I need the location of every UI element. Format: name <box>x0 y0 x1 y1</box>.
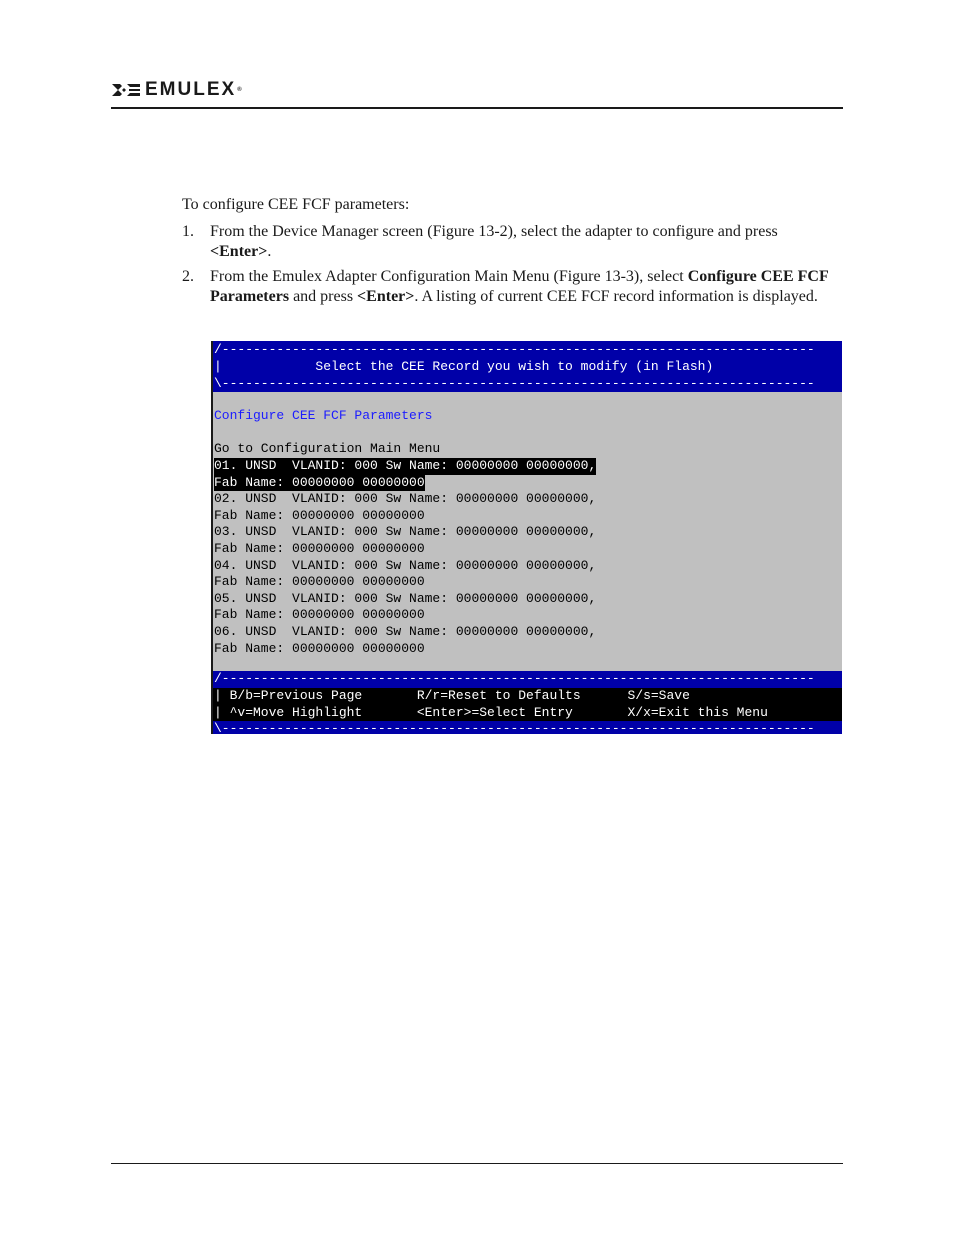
logo-wordmark: EMULEX® <box>145 79 244 100</box>
record-02-line1[interactable]: 02. UNSD VLANID: 000 Sw Name: 00000000 00000000, <box>214 491 597 507</box>
footer-border-bottom: \---------------------------------------------------------------------------- <box>214 721 815 734</box>
record-04-line2[interactable]: Fab Name: 00000000 00000000 <box>214 574 425 590</box>
header-rule <box>111 107 843 109</box>
intro-text: To configure CEE FCF parameters: <box>182 196 410 213</box>
footer-border-top: /---------------------------------------------------------------------------- <box>214 671 815 686</box>
footer-rule <box>111 1163 843 1164</box>
record-01-line1[interactable]: 01. UNSD VLANID: 000 Sw Name: 00000000 00000000, <box>214 458 597 473</box>
enter-key: <Enter> <box>210 243 268 260</box>
record-03-line2[interactable]: Fab Name: 00000000 00000000 <box>214 541 425 556</box>
record-06-line1[interactable]: 06. UNSD VLANID: 000 Sw Name: 00000000 00000000, <box>214 624 597 639</box>
menu-item-name: Configure CEE FCF Parameters <box>210 268 829 305</box>
terminal-border-mid: \---------------------------------------------------------------------------- <box>214 376 815 391</box>
record-06-line2[interactable]: Fab Name: 00000000 00000000 <box>214 640 425 656</box>
emulex-mark-icon <box>111 82 141 98</box>
record-05-line1[interactable]: 05. UNSD VLANID: 000 Sw Name: 00000000 00000000, <box>214 590 597 606</box>
step-1: 1. From the Device Manager screen (Figure 13-2), select the adapter to configure and press <Enter>. <box>182 223 778 260</box>
record-02-line2[interactable]: Fab Name: 00000000 00000000 <box>214 507 425 523</box>
record-04-line1[interactable]: 04. UNSD VLANID: 000 Sw Name: 00000000 00000000, <box>214 557 597 573</box>
section-title: Configure CEE FCF Parameters <box>214 408 433 423</box>
record-03-line1[interactable]: 03. UNSD VLANID: 000 Sw Name: 00000000 00000000, <box>214 524 597 540</box>
terminal-header <box>213 341 842 392</box>
goto-main-menu[interactable]: Go to Configuration Main Menu <box>214 441 441 456</box>
terminal-footer <box>213 671 842 734</box>
footer-help-line-1: | B/b=Previous Page R/r=Reset to Defaults S/s=Save <box>214 688 690 703</box>
emulex-logo <box>111 80 244 100</box>
terminal-title: | Select the CEE Record you wish to modify (in Flash) <box>214 359 714 374</box>
step-number: 1. <box>182 223 194 240</box>
step-number: 2. <box>182 268 194 285</box>
record-05-line2[interactable]: Fab Name: 00000000 00000000 <box>214 607 425 623</box>
steps-list <box>182 222 842 312</box>
terminal-screenshot <box>211 341 842 734</box>
record-01-line2[interactable]: Fab Name: 00000000 00000000 <box>214 474 425 490</box>
enter-key: <Enter> <box>357 288 415 305</box>
step-2: 2. From the Emulex Adapter Configuration Main Menu (Figure 13-3), select Configure CEE FCF Parameters and press <Enter>. A listing of current CEE FCF record information is displayed. <box>182 268 829 305</box>
footer-help-line-2: | ^v=Move Highlight <Enter>=Select Entry X/x=Exit this Menu <box>214 704 768 720</box>
terminal-border-top: /---------------------------------------------------------------------------- <box>214 342 815 357</box>
